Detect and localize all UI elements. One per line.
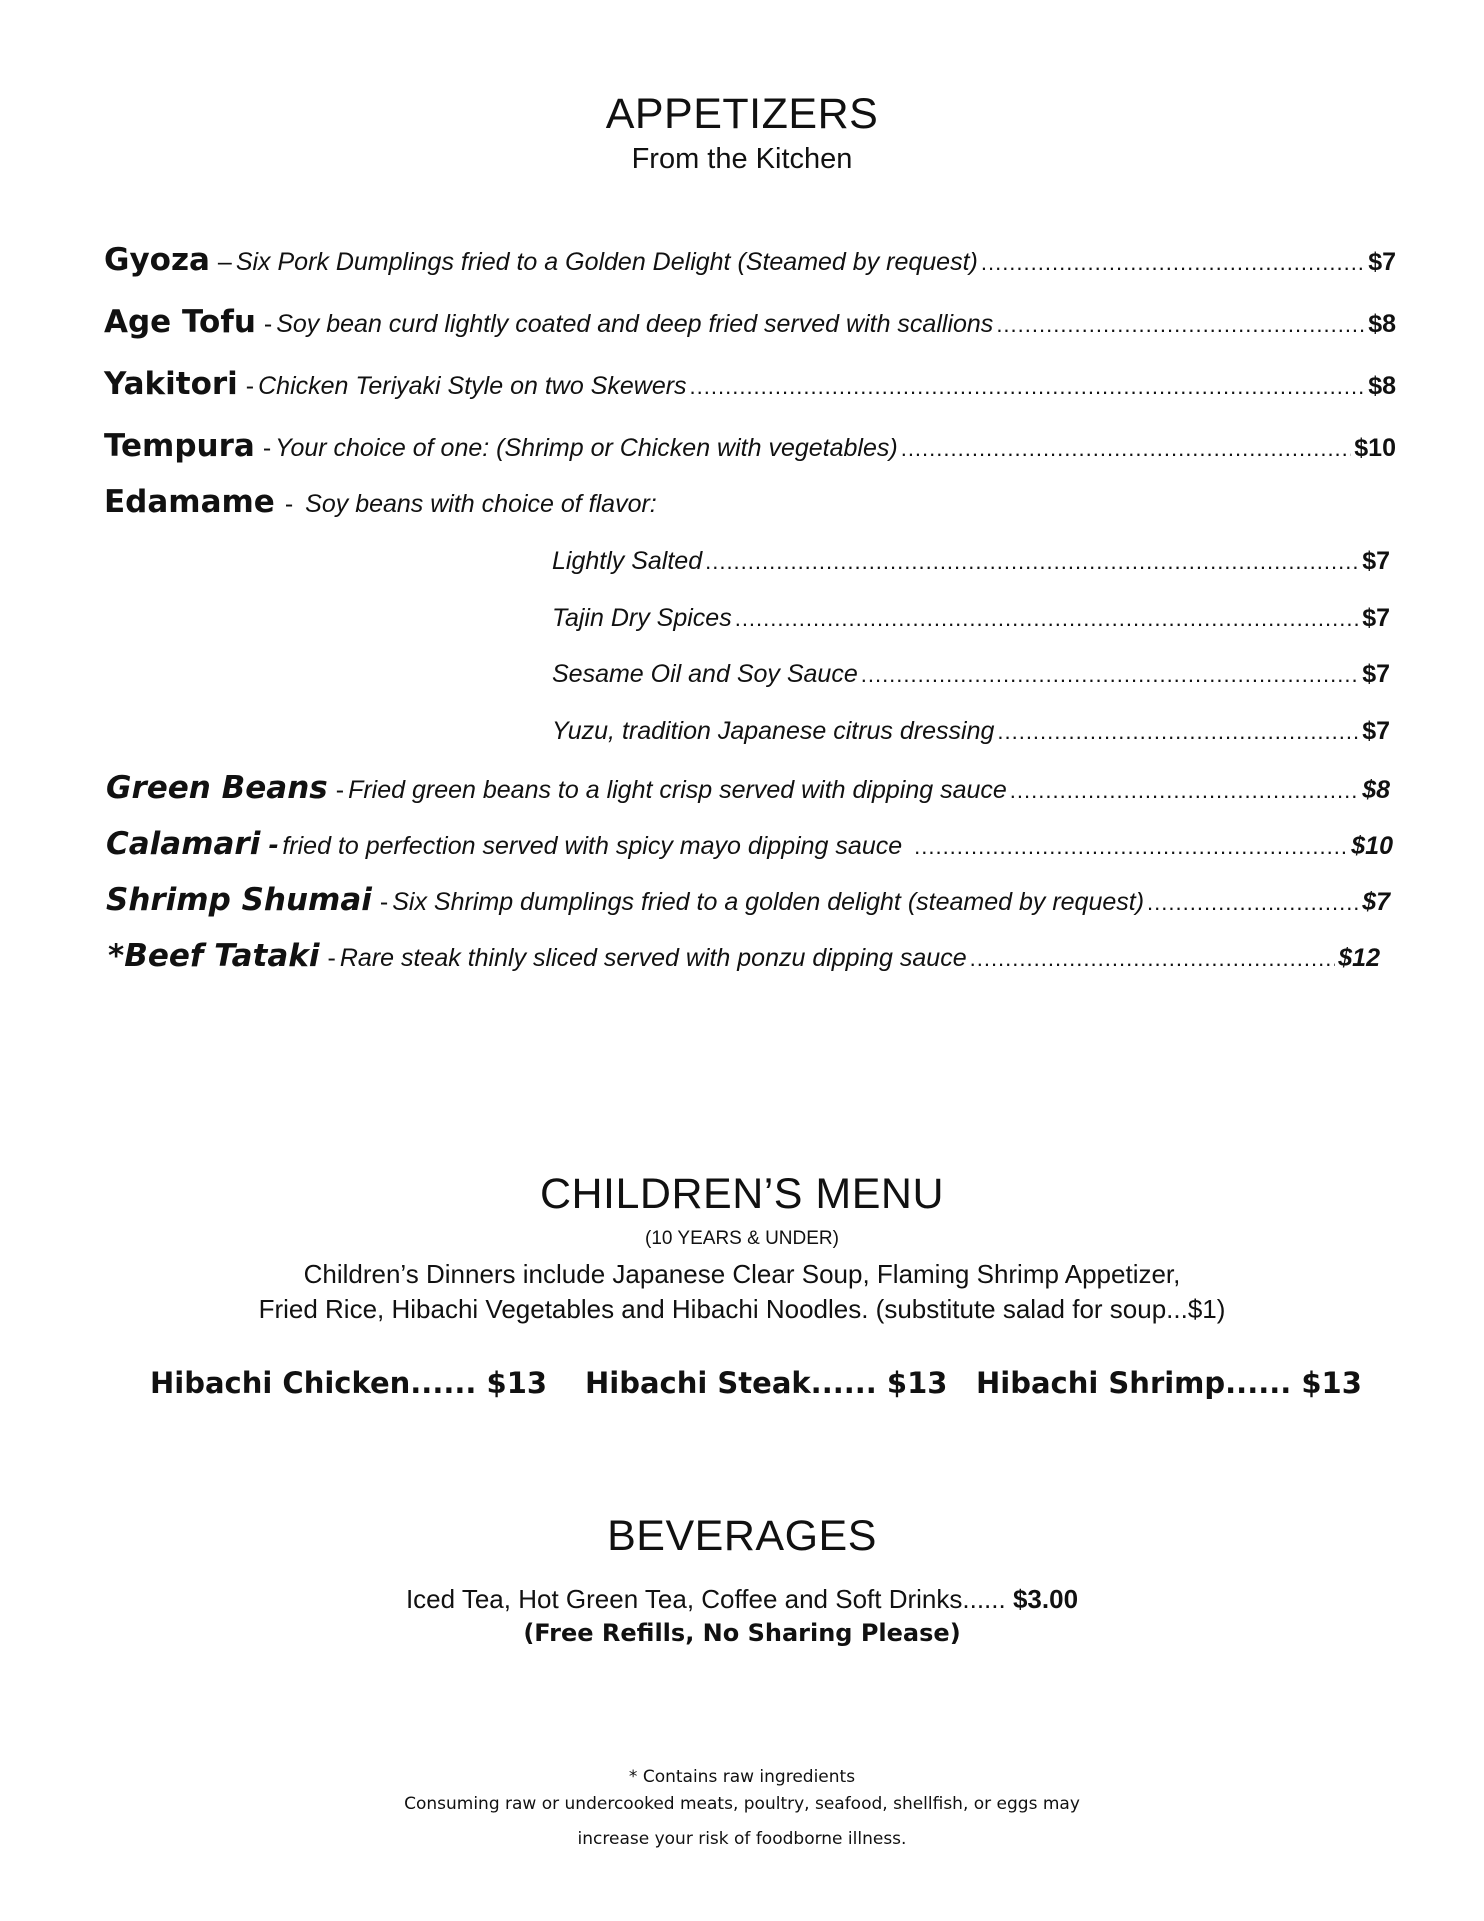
item-separator: – xyxy=(217,248,232,276)
childrens-menu-title: CHILDREN’S MENU xyxy=(539,1170,945,1218)
appetizers-subtitle: From the Kitchen xyxy=(631,143,853,175)
dot-leader xyxy=(690,374,1366,400)
dot-leader xyxy=(1147,890,1359,916)
dot-leader xyxy=(970,946,1336,972)
menu-item-gyoza xyxy=(104,242,1396,278)
footer-warning-line1: Consuming raw or undercooked meats, poultry, seafood, shellfish, or eggs may xyxy=(404,1794,1080,1814)
item-description: Soy bean curd lightly coated and deep fried served with scallions xyxy=(276,310,994,338)
item-name: Green Beans xyxy=(106,770,328,806)
item-separator: - xyxy=(335,776,345,804)
item-name: Gyoza xyxy=(104,242,210,278)
dot-leader xyxy=(996,312,1365,338)
flavor-price: $7 xyxy=(1362,604,1390,632)
item-description: Fried green beans to a light crisp served with dipping sauce xyxy=(348,776,1007,804)
menu-item-beef-tataki xyxy=(108,938,1380,974)
item-separator: - xyxy=(379,888,389,916)
beverages-line xyxy=(0,1584,1484,1615)
dot-leader xyxy=(914,834,1348,860)
footer-warning-line2: increase your risk of foodborne illness. xyxy=(577,1829,907,1849)
edamame-flavor-row xyxy=(552,604,1390,633)
edamame-flavor-row xyxy=(552,717,1390,746)
edamame-flavor-row xyxy=(552,660,1390,689)
childrens-description-line1: Children’s Dinners include Japanese Clear Soup, Flaming Shrimp Appetizer, xyxy=(303,1259,1181,1289)
item-price: $10 xyxy=(1351,832,1393,860)
kids-item-hibachi-shrimp xyxy=(976,1366,1362,1400)
menu-item-tempura xyxy=(104,428,1396,464)
item-description: Soy beans with choice of flavor: xyxy=(305,490,657,518)
dot-leader xyxy=(705,549,1359,575)
kids-item-price: $13 xyxy=(1301,1366,1362,1400)
dot-leader xyxy=(1010,778,1359,804)
beverages-title: BEVERAGES xyxy=(607,1512,877,1560)
item-separator: - xyxy=(284,490,294,518)
dot-leader xyxy=(861,662,1359,688)
dot-leader xyxy=(735,606,1359,632)
dot-leader xyxy=(981,250,1365,276)
item-name: Age Tofu xyxy=(104,304,256,340)
flavor-price: $7 xyxy=(1362,717,1390,745)
item-price: $12 xyxy=(1338,944,1380,972)
menu-item-age-tofu xyxy=(104,304,1396,340)
item-description: Your choice of one: (Shrimp or Chicken with vegetables) xyxy=(275,434,898,462)
item-name: *Beef Tataki xyxy=(108,938,320,974)
flavor-label: Lightly Salted xyxy=(552,547,703,575)
childrens-description-line2: Fried Rice, Hibachi Vegetables and Hibachi Noodles. (substitute salad for soup...$1) xyxy=(258,1294,1226,1324)
flavor-label: Yuzu, tradition Japanese citrus dressing xyxy=(552,717,995,745)
flavor-price: $7 xyxy=(1362,660,1390,688)
edamame-flavor-row xyxy=(552,547,1390,576)
item-name: Calamari xyxy=(106,826,261,862)
item-separator: - xyxy=(327,944,336,972)
item-name: Tempura xyxy=(104,428,255,464)
item-description: Six Shrimp dumplings fried to a golden delight (steamed by request) xyxy=(392,888,1145,916)
item-separator: - xyxy=(245,372,255,400)
kids-item-label: Hibachi Chicken...... xyxy=(150,1366,477,1400)
item-price: $8 xyxy=(1368,372,1396,400)
kids-item-price: $13 xyxy=(486,1366,548,1400)
footer-raw-ingredients: * Contains raw ingredients xyxy=(628,1767,856,1787)
item-name: Shrimp Shumai xyxy=(106,882,372,918)
childrens-age-note: (10 YEARS & UNDER) xyxy=(645,1228,839,1249)
dot-leader xyxy=(901,436,1352,462)
menu-item-yakitori xyxy=(104,366,1396,402)
flavor-label: Sesame Oil and Soy Sauce xyxy=(552,660,858,688)
item-price: $10 xyxy=(1354,434,1396,462)
flavor-label: Tajin Dry Spices xyxy=(552,604,732,632)
item-price: $8 xyxy=(1362,776,1390,804)
item-separator: - xyxy=(268,828,279,861)
item-price: $7 xyxy=(1362,888,1390,916)
kids-item-hibachi-chicken xyxy=(150,1366,547,1400)
item-separator: - xyxy=(263,310,273,338)
beverages-description: Iced Tea, Hot Green Tea, Coffee and Soft Drinks...... xyxy=(405,1584,1006,1614)
kids-item-label: Hibachi Steak...... xyxy=(585,1366,877,1400)
item-name: Edamame xyxy=(104,484,275,520)
flavor-price: $7 xyxy=(1362,547,1390,575)
item-price: $8 xyxy=(1368,310,1396,338)
item-name: Yakitori xyxy=(104,366,238,402)
item-price: $7 xyxy=(1368,248,1396,276)
item-description: Six Pork Dumplings fried to a Golden Delight (Steamed by request) xyxy=(235,248,978,276)
beverages-note: (Free Refills, No Sharing Please) xyxy=(523,1619,961,1647)
menu-item-shrimp-shumai xyxy=(106,882,1390,918)
menu-item-edamame xyxy=(104,484,1396,520)
menu-item-green-beans xyxy=(106,770,1390,806)
beverages-price: $3.00 xyxy=(1012,1584,1079,1614)
item-description: Rare steak thinly sliced served with ponzu dipping sauce xyxy=(339,944,967,972)
item-separator: - xyxy=(262,434,272,462)
menu-item-calamari xyxy=(106,826,1393,862)
kids-item-hibachi-steak xyxy=(585,1366,947,1400)
item-description: Chicken Teriyaki Style on two Skewers xyxy=(258,372,687,400)
appetizers-title: APPETIZERS xyxy=(605,90,879,138)
kids-item-label: Hibachi Shrimp...... xyxy=(976,1366,1292,1400)
item-description: fried to perfection served with spicy mayo dipping sauce xyxy=(282,832,903,860)
dot-leader xyxy=(997,719,1359,745)
kids-item-price: $13 xyxy=(886,1366,948,1400)
